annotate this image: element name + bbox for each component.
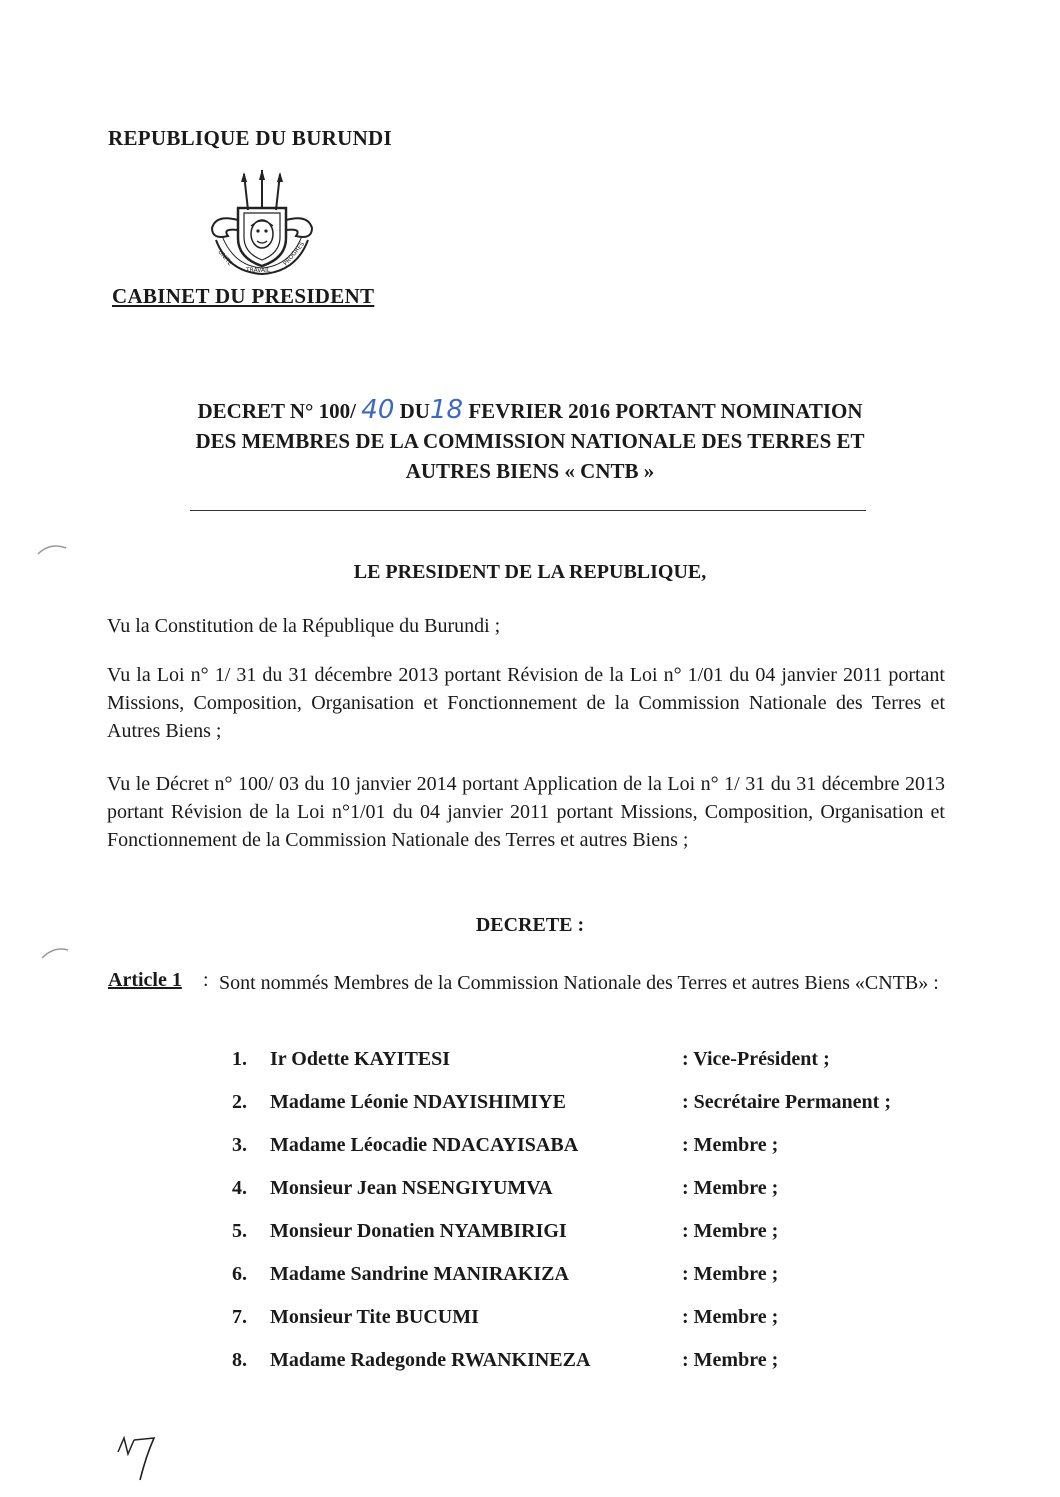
country-name: REPUBLIQUE DU BURUNDI — [108, 126, 392, 150]
member-name: Madame Léocadie NDACAYISABA — [270, 1134, 579, 1156]
title-divider — [190, 510, 866, 511]
decree-title-suffix: FEVRIER 2016 PORTANT NOMINATION — [468, 399, 863, 423]
member-number: 8. — [232, 1349, 247, 1371]
member-name: Monsieur Tite BUCUMI — [270, 1306, 479, 1328]
office-name: CABINET DU PRESIDENT — [112, 284, 375, 308]
member-name: Madame Sandrine MANIRAKIZA — [270, 1263, 569, 1285]
member-number: 7. — [232, 1306, 247, 1328]
member-role: : Membre ; — [682, 1349, 779, 1371]
consideration-constitution: Vu la Constitution de la République du Burundi ; — [107, 615, 501, 637]
article-1-text: Sont nommés Membres de la Commission Nationale des Terres et autres Biens «CNTB» : — [219, 972, 939, 994]
motto-word-2: TRAVAIL — [246, 267, 271, 274]
motto-word-3: PROGRES — [282, 240, 307, 268]
coat-of-arms-emblem — [198, 170, 326, 280]
article-1-colon: : — [203, 969, 209, 991]
consideration-decree: Vu le Décret n° 100/ 03 du 10 janvier 2014 portant Application de la Loi n° 1/ 31 du 31 décembre 2013 portant Révision de la Loi n°1/01 du 04 janvier 2011 portant Missions, Composition, Organisation et Fonctionnement de la Commission Nationale des Terres et autres Biens ; — [107, 773, 945, 851]
motto-word-1: UNITE — [216, 248, 234, 268]
member-role: : Vice-Président ; — [682, 1048, 830, 1070]
member-role: : Membre ; — [682, 1220, 779, 1242]
member-name: Monsieur Jean NSENGIYUMVA — [270, 1177, 553, 1199]
decree-title-mid: DU — [399, 399, 430, 423]
decree-title-line-3: AUTRES BIENS « CNTB » — [405, 459, 655, 483]
handwritten-decree-number: 40 — [361, 395, 395, 425]
member-role: : Membre ; — [682, 1306, 779, 1328]
decree-title-prefix: DECRET N° 100/ — [197, 399, 357, 423]
consideration-law: Vu la Loi n° 1/ 31 du 31 décembre 2013 portant Révision de la Loi n° 1/01 du 04 janvier 2011 portant Missions, Composition, Organisation et Fonctionnement de la Commission Nationale des Terres et Autres Biens ; — [107, 664, 945, 742]
member-number: 6. — [232, 1263, 247, 1285]
president-heading: LE PRESIDENT DE LA REPUBLIQUE, — [353, 561, 707, 583]
handwritten-day: 18 — [429, 395, 464, 425]
member-number: 2. — [232, 1091, 247, 1113]
member-role: : Secrétaire Permanent ; — [682, 1091, 891, 1113]
decrete-heading: DECRETE : — [475, 914, 585, 936]
member-number: 5. — [232, 1220, 247, 1242]
member-name: Ir Odette KAYITESI — [270, 1048, 451, 1070]
scan-mark — [38, 944, 74, 964]
member-number: 1. — [232, 1048, 247, 1070]
scan-mark — [34, 540, 70, 560]
member-name: Monsieur Donatien NYAMBIRIGI — [270, 1220, 567, 1242]
member-role: : Membre ; — [682, 1177, 779, 1199]
member-role: : Membre ; — [682, 1263, 779, 1285]
article-1-label: Article 1 — [108, 969, 182, 991]
member-name: Madame Radegonde RWANKINEZA — [270, 1349, 591, 1371]
decree-title-line-1 — [100, 395, 960, 427]
decree-title-line-2: DES MEMBRES DE LA COMMISSION NATIONALE DES TERRES ET — [195, 429, 865, 453]
member-number: 4. — [232, 1177, 247, 1199]
member-name: Madame Léonie NDAYISHIMIYE — [270, 1091, 566, 1113]
member-role: : Membre ; — [682, 1134, 779, 1156]
handwritten-initials — [110, 1430, 170, 1490]
member-number: 3. — [232, 1134, 247, 1156]
